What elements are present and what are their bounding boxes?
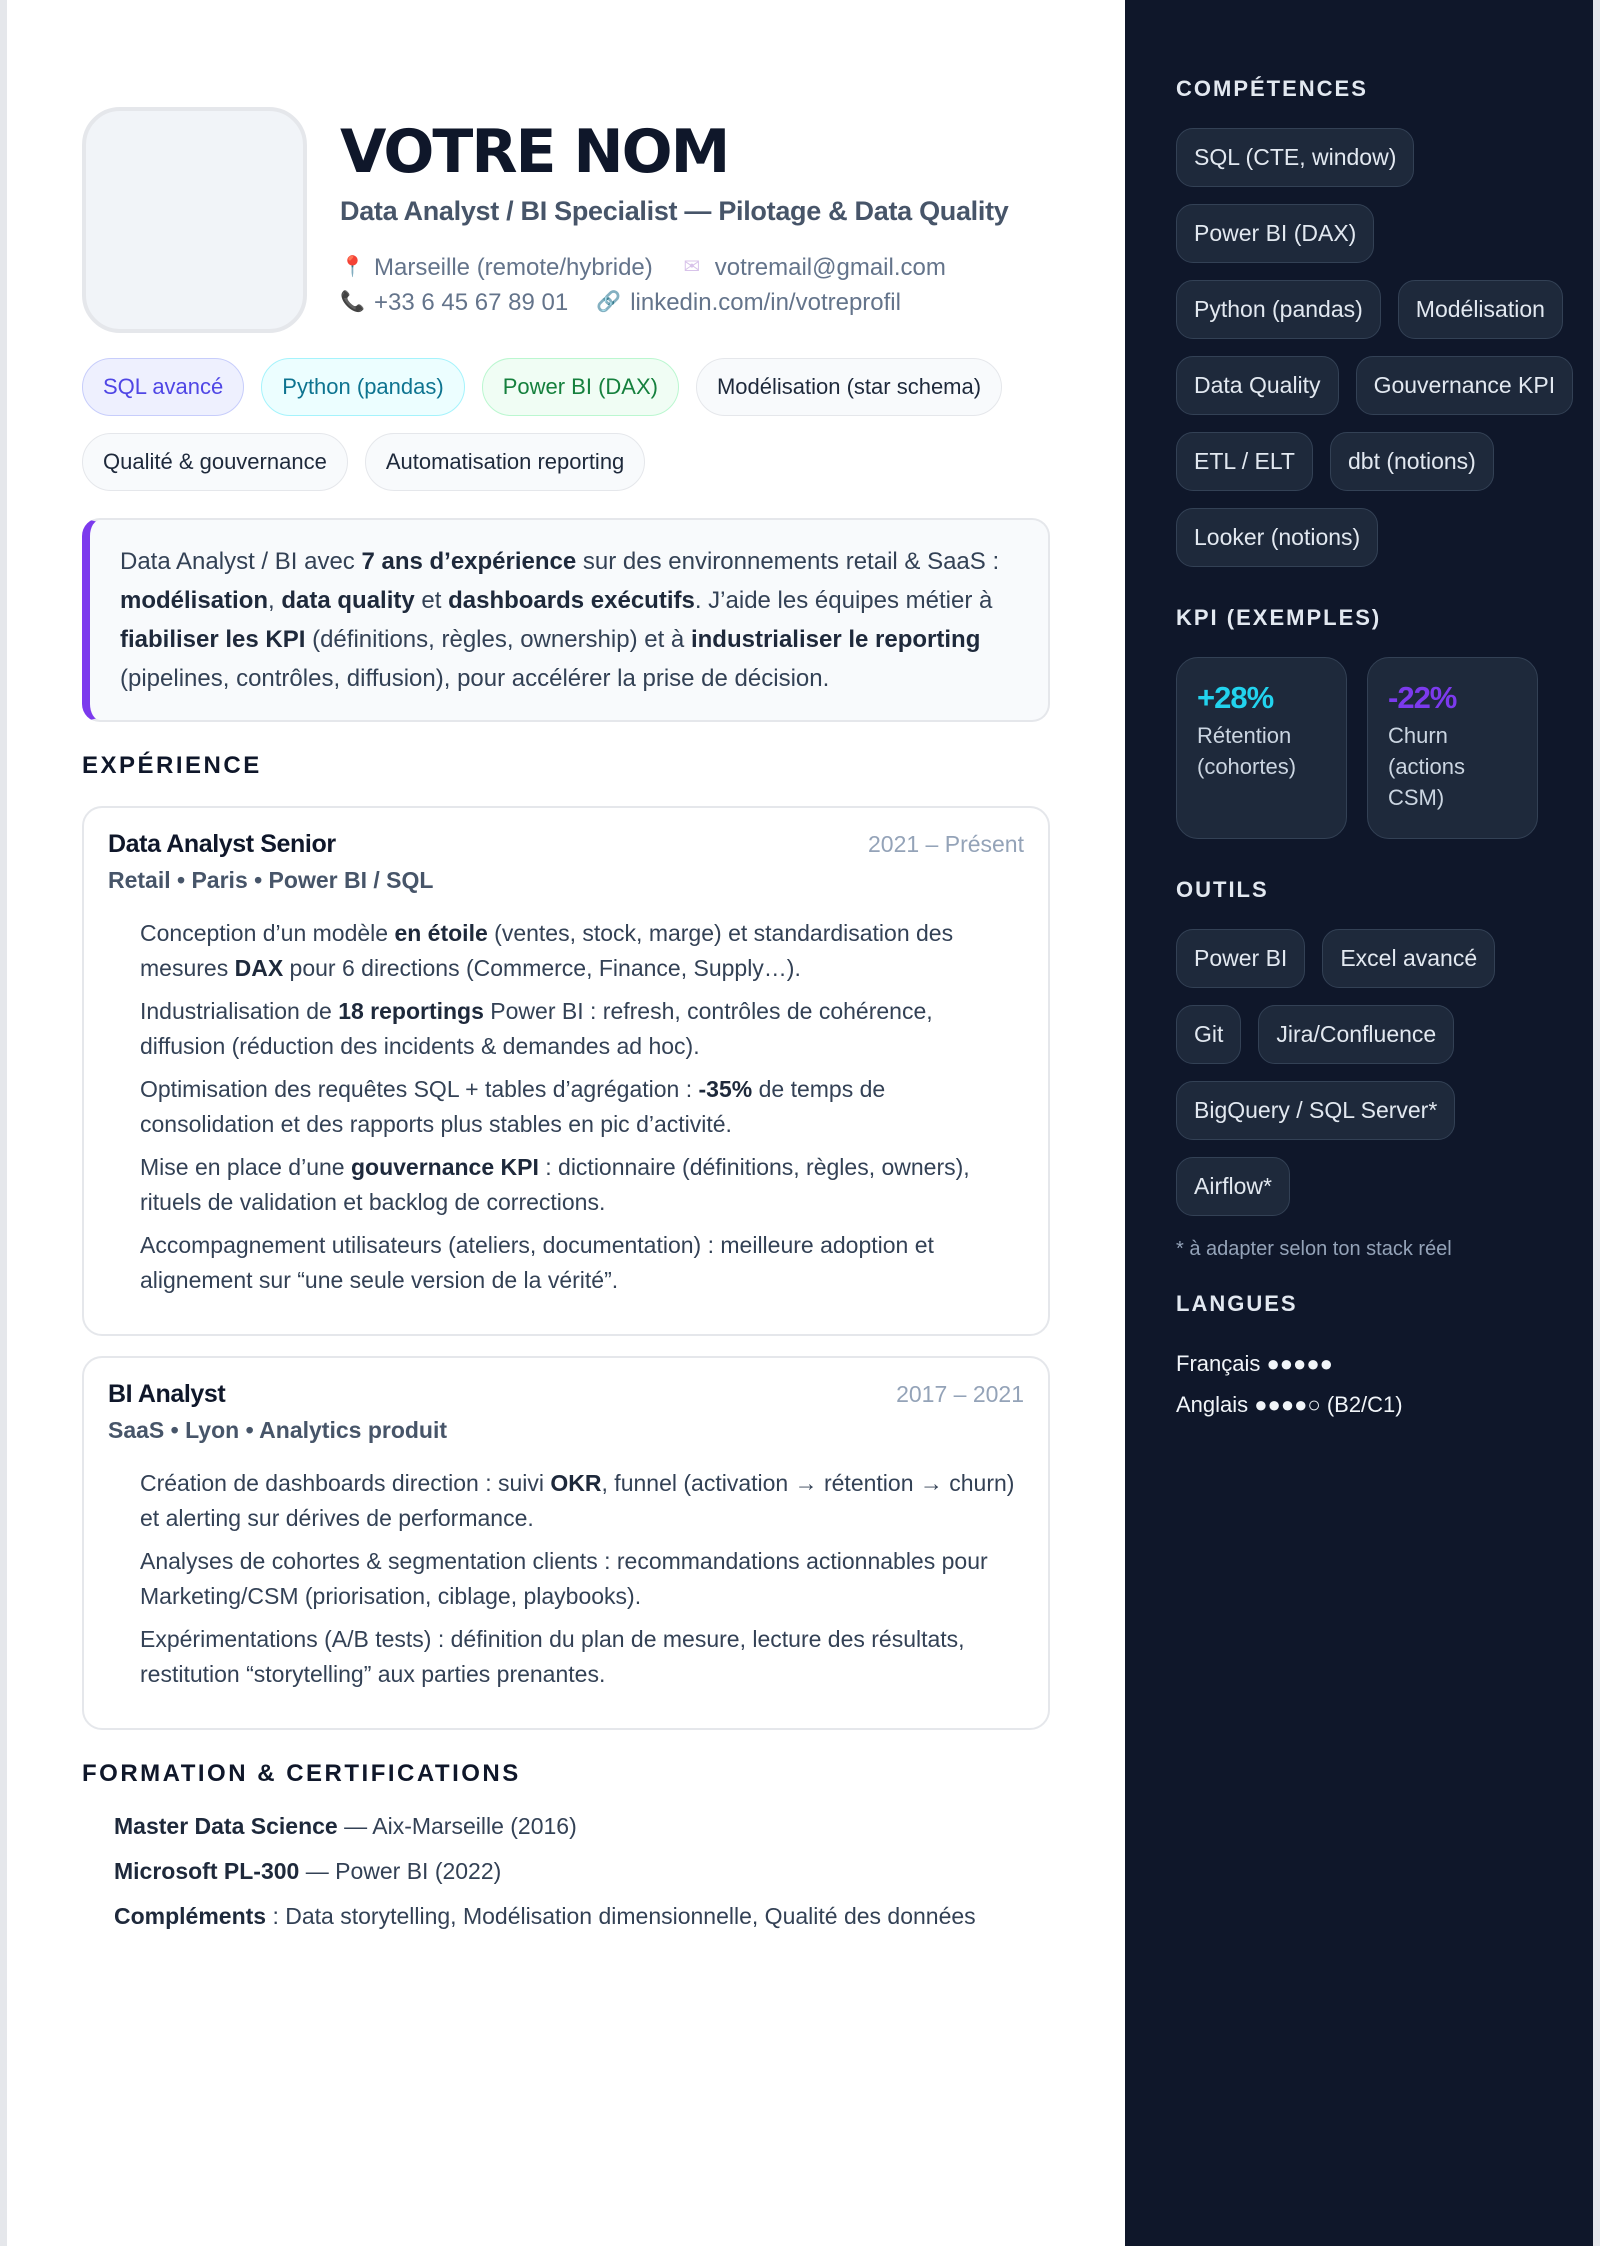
skill-chip: Gouvernance KPI: [1356, 356, 1574, 415]
skill-chip: SQL (CTE, window): [1176, 128, 1414, 187]
job-bullet: Optimisation des requêtes SQL + tables d’agrégation : -35% de temps de consolidation et des rapports plus stables en pic d’activité.: [140, 1076, 886, 1137]
languages-block: [1176, 1291, 1593, 1425]
job-bullet: Accompagnement utilisateurs (ateliers, documentation) : meilleure adoption et alignement sur “une seule version de la vérité”.: [140, 1232, 934, 1293]
sidebar: [1125, 0, 1593, 2246]
job-bullet: Création de dashboards direction : suivi OKR, funnel (activation → rétention → churn) et alerting sur dérives de performance.: [140, 1470, 1015, 1531]
tools-chips: [1176, 929, 1576, 1216]
tag-modelisation: Modélisation (star schema): [696, 358, 1002, 416]
contact-linkedin[interactable]: 🔗 linkedin.com/in/votreprofil: [596, 285, 901, 320]
tool-chip: BigQuery / SQL Server*: [1176, 1081, 1455, 1140]
job-bullets: [108, 1466, 1024, 1692]
skills-chips: [1176, 128, 1576, 567]
job-card: [82, 806, 1050, 1336]
job-role: Data Analyst Senior: [108, 830, 336, 858]
job-meta: Retail • Paris • Power BI / SQL: [108, 867, 434, 893]
contact-info: [340, 250, 974, 320]
section-title-skills: COMPÉTENCES: [1176, 76, 1368, 101]
tool-chip: Airflow*: [1176, 1157, 1290, 1216]
skill-chip: Modélisation: [1398, 280, 1563, 339]
tool-chip: Git: [1176, 1005, 1241, 1064]
tag-python: Python (pandas): [261, 358, 464, 416]
tag-sql: SQL avancé: [82, 358, 244, 416]
job-card: [82, 1356, 1050, 1730]
skill-chip: Python (pandas): [1176, 280, 1381, 339]
kpi-card-retention: [1176, 657, 1347, 839]
contact-phone[interactable]: 📞 +33 6 45 67 89 01: [340, 285, 568, 320]
job-bullet: Mise en place d’une gouvernance KPI : dictionnaire (définitions, règles, owners), rituels de validation et backlog de corrections.: [140, 1154, 970, 1215]
education-item: Microsoft PL-300 — Power BI (2022): [114, 1858, 502, 1884]
tag-automatisation: Automatisation reporting: [365, 433, 645, 491]
education-list: [82, 1810, 1125, 1932]
profile-summary: Data Analyst / BI avec 7 ans d’expérience sur des environnements retail & SaaS : modélisation, data quality et dashboards exécutifs. J’aide les équipes métier à fiabiliser les KPI (définitions, règles, ownership) et à industrialiser le reporting (pipelines, contrôles, diffusion), pour accélérer la prise de décision.: [82, 518, 1050, 722]
tool-chip: Power BI: [1176, 929, 1305, 988]
section-title-languages: LANGUES: [1176, 1291, 1298, 1316]
language-item: Anglais ●●●●○ (B2/C1): [1176, 1392, 1403, 1417]
contact-email[interactable]: ✉ votremail@gmail.com: [681, 250, 946, 285]
skill-chip: Looker (notions): [1176, 508, 1378, 567]
main-column: [7, 0, 1125, 2246]
job-dates: 2021 – Présent: [867, 831, 1024, 857]
education-item: Master Data Science — Aix-Marseille (2016): [114, 1813, 577, 1839]
skill-tags: [82, 358, 1052, 491]
tag-powerbi: Power BI (DAX): [482, 358, 679, 416]
tag-qualite: Qualité & gouvernance: [82, 433, 348, 491]
language-item: Français ●●●●●: [1176, 1351, 1333, 1376]
envelope-icon: ✉: [683, 256, 701, 278]
section-title-experience: EXPÉRIENCE: [82, 752, 262, 779]
skill-chip: Power BI (DAX): [1176, 204, 1374, 263]
photo-placeholder: [82, 107, 307, 333]
job-role: BI Analyst: [108, 1380, 226, 1408]
kpi-block: [1176, 605, 1593, 839]
tool-chip: Jira/Confluence: [1258, 1005, 1454, 1064]
map-pin-icon: 📍: [340, 256, 365, 278]
phone-icon: 📞: [340, 291, 365, 313]
kpi-card-churn: [1367, 657, 1538, 839]
resume-page: [7, 0, 1593, 2246]
job-bullet: Analyses de cohortes & segmentation clients : recommandations actionnables pour Marketing/CSM (priorisation, ciblage, playbooks).: [140, 1548, 988, 1609]
tools-note: * à adapter selon ton stack réel: [1176, 1238, 1452, 1260]
section-title-education: FORMATION & CERTIFICATIONS: [82, 1760, 521, 1787]
job-bullet: Industrialisation de 18 reportings Power BI : refresh, contrôles de cohérence, diffusion (réduction des incidents & demandes ad hoc).: [140, 998, 933, 1059]
contact-location: 📍 Marseille (remote/hybride): [340, 250, 653, 285]
skill-chip: dbt (notions): [1330, 432, 1494, 491]
skills-block: [1176, 76, 1593, 567]
kpi-label: Churn (actions CSM): [1388, 723, 1466, 810]
job-dates: 2017 – 2021: [896, 1381, 1024, 1407]
section-title-kpi: KPI (EXEMPLES): [1176, 605, 1382, 630]
header: [82, 0, 1125, 340]
candidate-name: VOTRE NOM: [340, 117, 729, 187]
skill-chip: Data Quality: [1176, 356, 1339, 415]
job-bullet: Conception d’un modèle en étoile (ventes, stock, marge) et standardisation des mesures DAX pour 6 directions (Commerce, Finance, Supply…).: [140, 920, 954, 981]
section-title-tools: OUTILS: [1176, 877, 1269, 902]
education-item: Compléments : Data storytelling, Modélisation dimensionnelle, Qualité des données: [114, 1903, 976, 1929]
headline: Data Analyst / BI Specialist — Pilotage & Data Quality: [340, 196, 1009, 226]
kpi-value: +28%: [1197, 680, 1274, 715]
link-icon: 🔗: [596, 291, 622, 313]
kpi-label: Rétention (cohortes): [1197, 723, 1297, 779]
tool-chip: Excel avancé: [1322, 929, 1495, 988]
job-meta: SaaS • Lyon • Analytics produit: [108, 1417, 448, 1443]
job-bullets: [108, 916, 1024, 1298]
tools-block: [1176, 877, 1593, 1261]
skill-chip: ETL / ELT: [1176, 432, 1313, 491]
kpi-value: -22%: [1388, 680, 1457, 715]
job-bullet: Expérimentations (A/B tests) : définition du plan de mesure, lecture des résultats, restitution “storytelling” aux parties prenantes.: [140, 1626, 965, 1687]
